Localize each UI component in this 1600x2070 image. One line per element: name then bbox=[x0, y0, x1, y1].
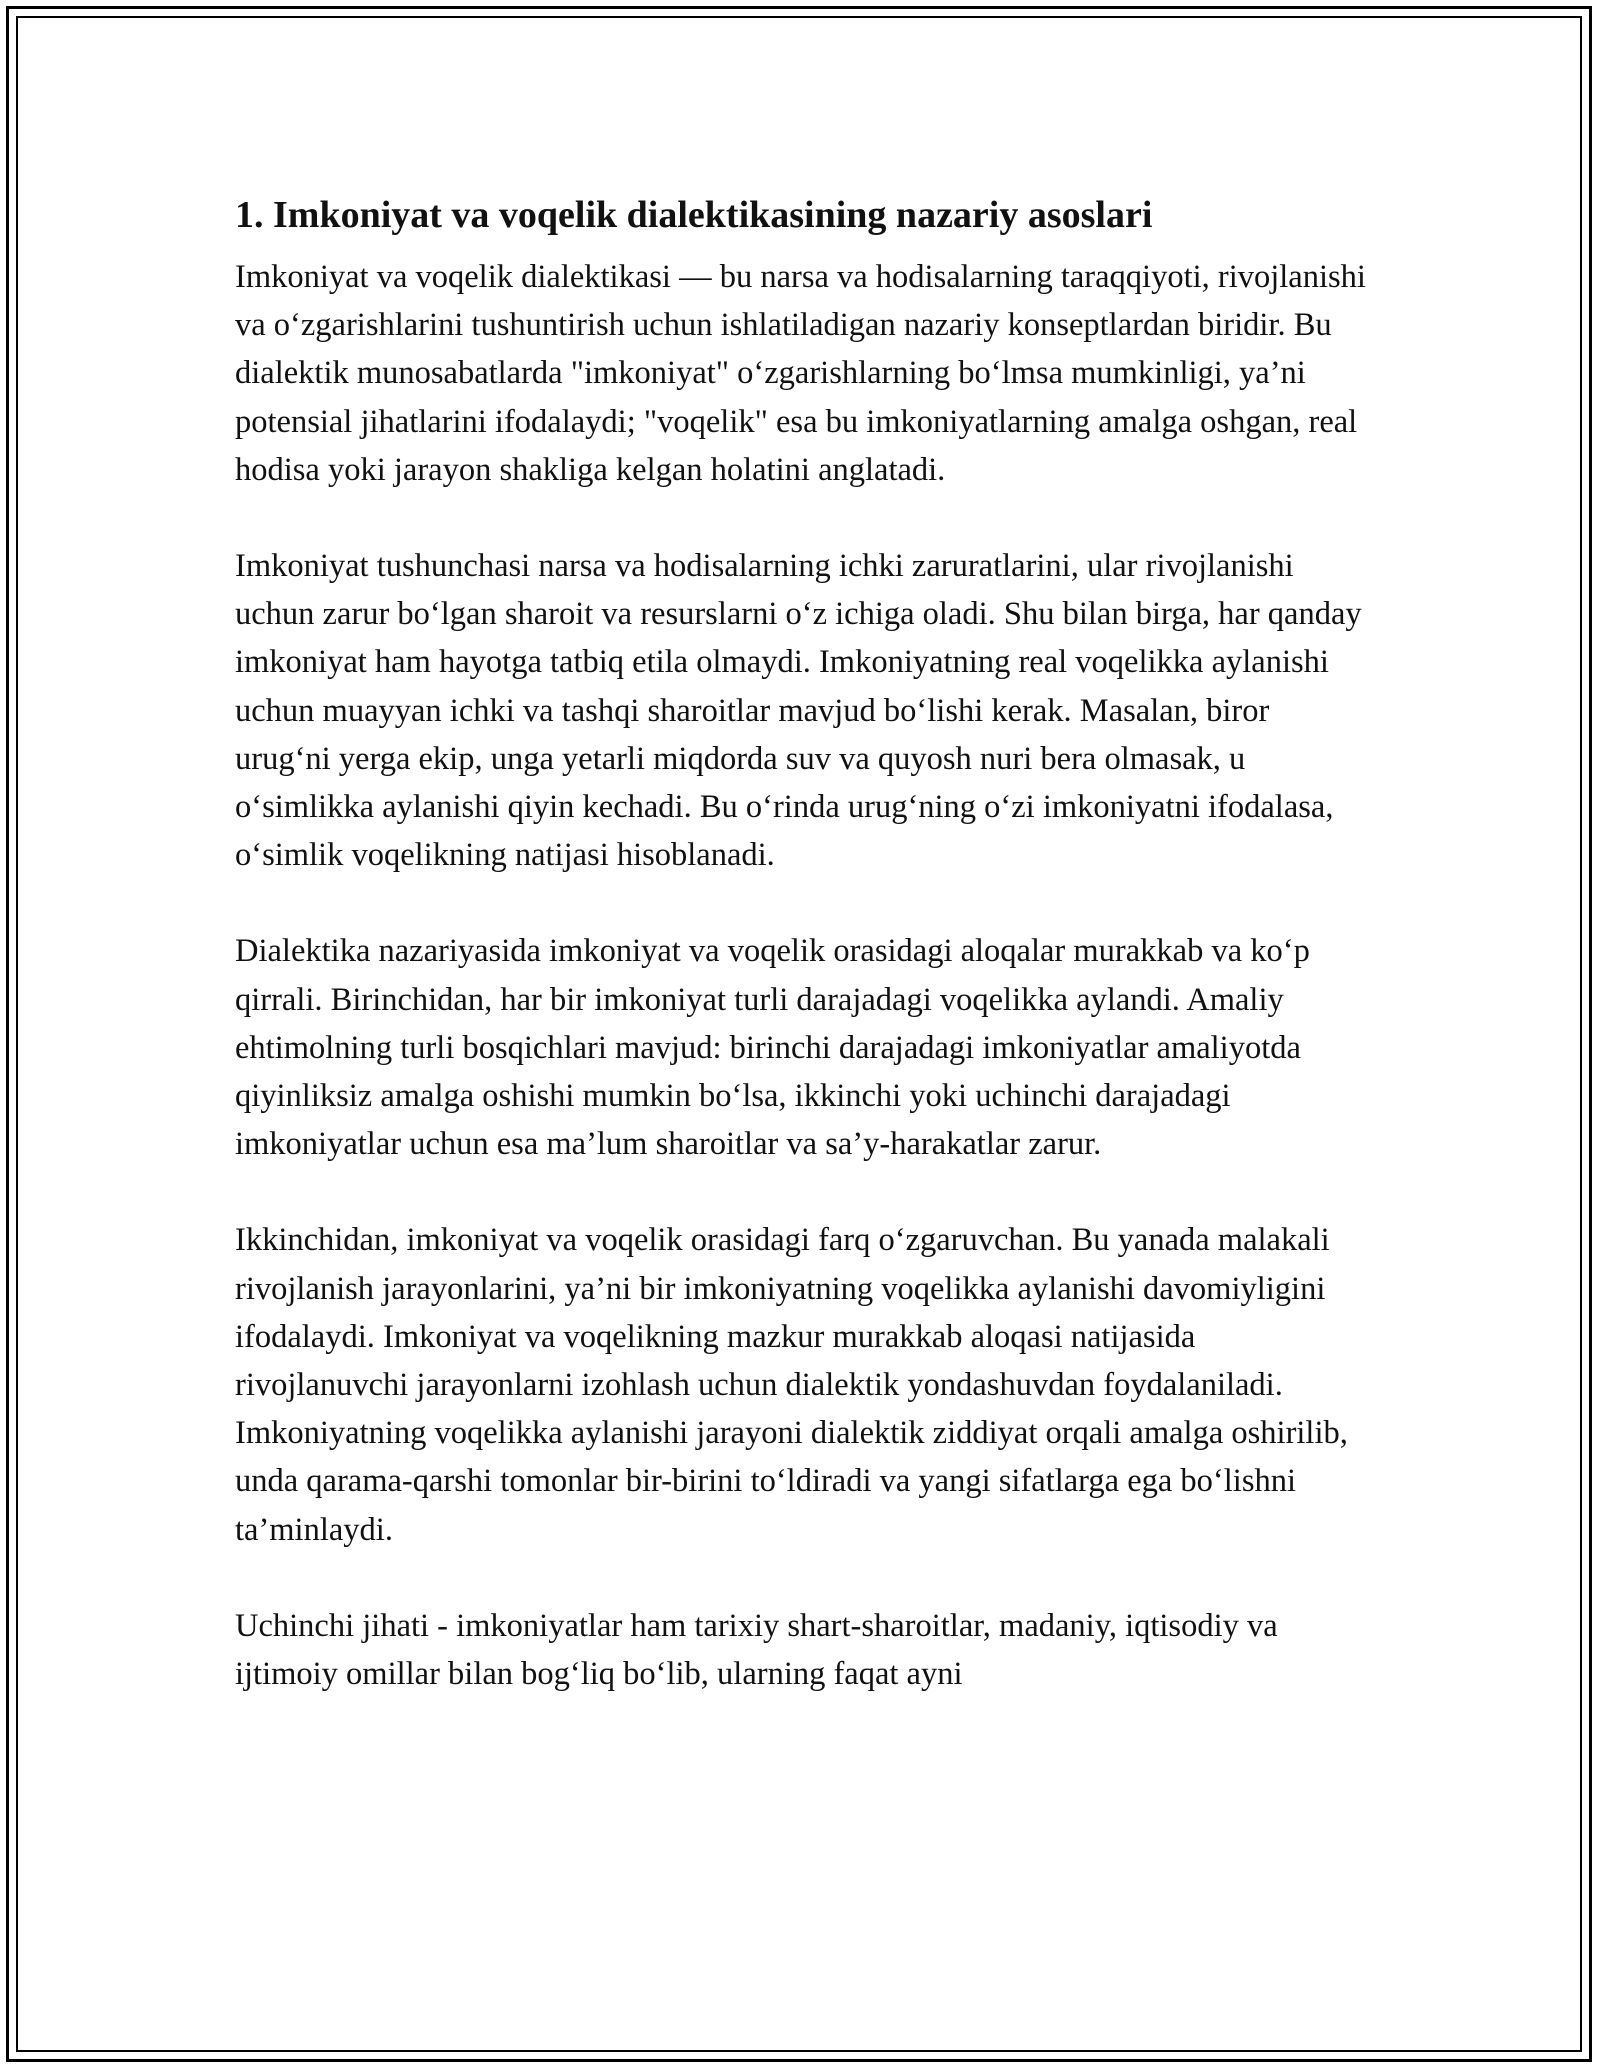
document-body bbox=[235, 185, 1370, 1746]
paragraph-2: Imkoniyat tushunchasi narsa va hodisalarning ichki zaruratlarini, ular rivojlanishi uchun zarur bo‘lgan sharoit va resurslarni o‘z ichiga oladi. Shu bilan birga, har qanday imkoniyat ham hayotga tatbiq etila olmaydi. Imkoniyatning real voqelikka aylanishi uchun muayyan ichki va tashqi sharoitlar mavjud bo‘lishi kerak. Masalan, biror urug‘ni yerga ekip, unga yetarli miqdorda suv va quyosh nuri bera olmasak, u o‘simlikka aylanishi qiyin kechadi. Bu o‘rinda urug‘ning o‘zi imkoniyatni ifodalasa, o‘simlik voqelikning natijasi hisoblanadi. bbox=[235, 548, 1362, 874]
paragraph-5: Uchinchi jihati - imkoniyatlar ham tarixiy shart-sharoitlar, madaniy, iqtisodiy va ijtimoiy omillar bilan bog‘liq bo‘lib, ularning faqat ayni bbox=[235, 1607, 1278, 1693]
section-heading: 1. Imkoniyat va voqelik dialektikasining nazariy asoslari bbox=[235, 194, 1153, 236]
paragraph-3: Dialektika nazariyasida imkoniyat va voqelik orasidagi aloqalar murakkab va ko‘p qirrali. Birinchidan, har bir imkoniyat turli darajadagi voqelikka aylandi. Amaliy ehtimolning turli bosqichlari mavjud: birinchi darajadagi imkoniyatlar amaliyotda qiyinliksiz amalga oshishi mumkin bo‘lsa, ikkinchi yoki uchinchi darajadagi imkoniyatlar uchun esa ma’lum sharoitlar va sa’y-harakatlar zarur. bbox=[235, 933, 1310, 1163]
paragraph-1: Imkoniyat va voqelik dialektikasi — bu narsa va hodisalarning taraqqiyoti, rivojlanishi va o‘zgarishlarini tushuntirish uchun ishlatiladigan nazariy konseptlardan biridir. Bu dialektik munosabatlarda "imkoniyat" o‘zgarishlarning bo‘lmsa mumkinligi, ya’ni potensial jihatlarini ifodalaydi; "voqelik" esa bu imkoniyatlarning amalga oshgan, real hodisa yoki jarayon shakliga kelgan holatini anglatadi. bbox=[235, 259, 1366, 488]
paragraph-4: Ikkinchidan, imkoniyat va voqelik orasidagi farq o‘zgaruvchan. Bu yanada malakali rivojlanish jarayonlarini, ya’ni bir imkoniyatning voqelikka aylanishi davomiyligini ifodalaydi. Imkoniyat va voqelikning mazkur murakkab aloqasi natijasida rivojlanuvchi jarayonlarni izohlash uchun dialektik yondashuvdan foydalaniladi. Imkoniyatning voqelikka aylanishi jarayoni dialektik ziddiyat orqali amalga oshirilib, unda qarama-qarshi tomonlar bir-birini to‘ldiradi va yangi sifatlarga ega bo‘lishni ta’minlaydi. bbox=[235, 1222, 1348, 1548]
